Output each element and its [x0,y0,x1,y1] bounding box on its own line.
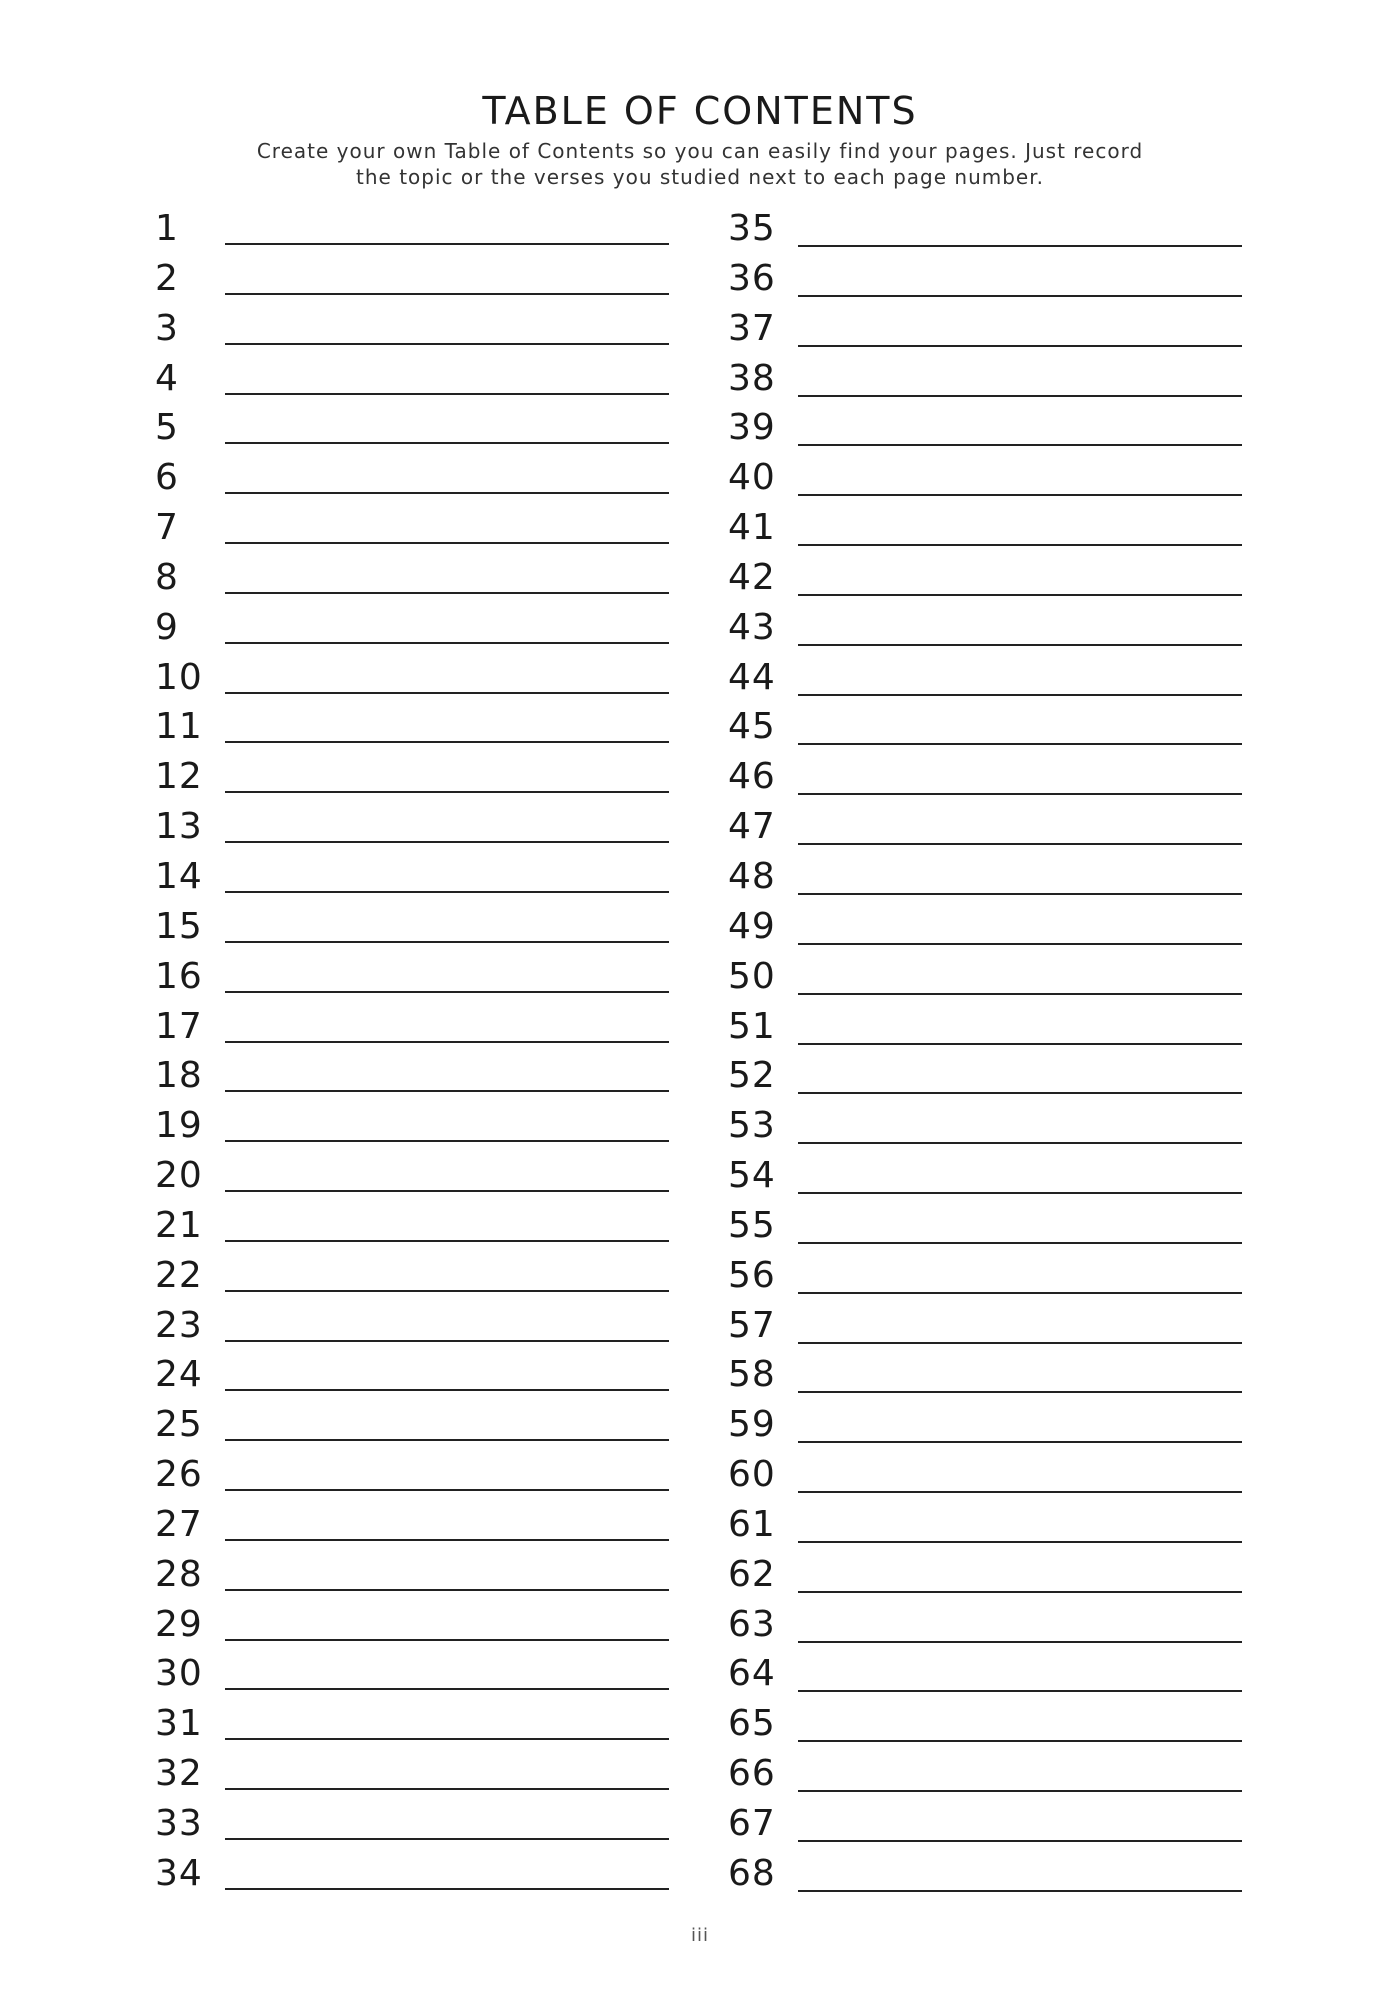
entry-page-number: 16 [155,955,203,997]
entry-write-line[interactable] [225,1439,669,1441]
entry-write-line[interactable] [225,791,669,793]
toc-entry [725,1304,1245,1354]
entry-write-line[interactable] [225,1190,669,1192]
toc-entry [155,556,675,606]
entry-write-line[interactable] [225,642,669,644]
toc-entry [155,207,675,257]
toc-entry [725,456,1245,506]
entry-write-line[interactable] [798,843,1242,845]
entry-write-line[interactable] [798,544,1242,546]
toc-entry [155,257,675,307]
entry-page-number: 3 [155,307,179,349]
entry-page-number: 24 [155,1354,203,1396]
toc-entry [725,1802,1245,1852]
entry-page-number: 30 [155,1653,203,1695]
toc-entry [725,307,1245,357]
toc-entry [155,1353,675,1403]
entry-write-line[interactable] [798,943,1242,945]
page-title: TABLE OF CONTENTS [482,89,918,133]
entry-write-line[interactable] [798,594,1242,596]
entry-write-line[interactable] [225,1489,669,1491]
left-column [155,207,675,1902]
entry-write-line[interactable] [798,1092,1242,1094]
toc-entry [155,456,675,506]
entry-page-number: 5 [155,407,179,449]
entry-write-line[interactable] [798,1491,1242,1493]
toc-entry [725,357,1245,407]
entry-page-number: 33 [155,1803,203,1844]
toc-entry [155,357,675,407]
instructions-line-2: the topic or the verses you studied next to each page number. [356,165,1044,189]
entry-write-line[interactable] [798,694,1242,696]
toc-entry [725,705,1245,755]
entry-page-number: 19 [155,1105,203,1147]
entry-write-line[interactable] [798,1690,1242,1692]
entry-write-line[interactable] [225,941,669,943]
entry-page-number: 4 [155,357,179,399]
entry-write-line[interactable] [225,1140,669,1142]
entry-page-number: 58 [728,1354,776,1396]
entry-page-number: 50 [728,955,776,997]
toc-entry [725,656,1245,706]
entry-write-line[interactable] [798,1840,1242,1842]
entry-write-line[interactable] [225,1888,669,1890]
toc-entry [725,207,1245,257]
toc-entry [155,1005,675,1055]
toc-entry [725,955,1245,1005]
toc-entry [155,307,675,357]
toc-entry [725,1104,1245,1154]
entry-page-number: 60 [728,1454,776,1496]
entry-page-number: 65 [728,1703,776,1745]
toc-entry [725,1054,1245,1104]
entry-page-number: 11 [155,706,203,748]
toc-entry [155,1154,675,1204]
entry-page-number: 59 [728,1404,776,1446]
toc-entry [155,955,675,1005]
entry-page-number: 34 [155,1852,203,1894]
entry-page-number: 27 [155,1503,203,1545]
entry-page-number: 68 [728,1852,776,1894]
entry-write-line[interactable] [225,1290,669,1292]
toc-entry [155,805,675,855]
entry-write-line[interactable] [798,644,1242,646]
entry-write-line[interactable] [225,991,669,993]
entry-page-number: 7 [155,507,179,549]
entry-page-number: 36 [728,257,776,299]
toc-entry [155,1603,675,1653]
entry-write-line[interactable] [798,893,1242,895]
entry-write-line[interactable] [798,1142,1242,1144]
entry-write-line[interactable] [798,1292,1242,1294]
toc-entry [155,1104,675,1154]
entry-write-line[interactable] [225,1090,669,1092]
entry-page-number: 51 [728,1005,776,1047]
toc-entry [725,1154,1245,1204]
toc-entry [725,1553,1245,1603]
entry-page-number: 31 [155,1703,203,1745]
toc-entry [725,855,1245,905]
toc-entry [725,1702,1245,1752]
entry-write-line[interactable] [225,1738,669,1740]
entry-write-line[interactable] [798,1591,1242,1593]
toc-entry [725,1403,1245,1453]
entry-write-line[interactable] [798,743,1242,745]
entry-write-line[interactable] [225,1041,669,1043]
entry-page-number: 45 [728,706,776,748]
toc-entry [725,406,1245,456]
entry-write-line[interactable] [798,793,1242,795]
entry-write-line[interactable] [225,1340,669,1342]
entry-page-number: 67 [728,1803,776,1844]
entry-page-number: 20 [155,1155,203,1197]
instructions-text [200,138,1200,190]
toc-entry [725,1852,1245,1902]
toc-entry [725,1453,1245,1503]
right-column [725,207,1245,1902]
entry-write-line[interactable] [225,492,669,494]
entry-page-number: 55 [728,1204,776,1246]
entry-page-number: 41 [728,507,776,549]
entry-page-number: 42 [728,556,776,598]
entry-write-line[interactable] [798,345,1242,347]
entry-write-line[interactable] [225,1539,669,1541]
entry-write-line[interactable] [225,442,669,444]
toc-entry [155,1553,675,1603]
toc-entry [155,905,675,955]
entry-write-line[interactable] [225,1389,669,1391]
entry-page-number: 57 [728,1304,776,1346]
entry-write-line[interactable] [798,295,1242,297]
entry-write-line[interactable] [798,444,1242,446]
toc-entry [725,1603,1245,1653]
toc-entry [725,905,1245,955]
entry-write-line[interactable] [225,1589,669,1591]
entry-page-number: 40 [728,457,776,499]
entry-page-number: 63 [728,1603,776,1645]
entry-page-number: 43 [728,606,776,648]
entry-page-number: 1 [155,208,179,249]
entry-page-number: 37 [728,307,776,349]
entry-write-line[interactable] [225,891,669,893]
toc-entry [725,1353,1245,1403]
toc-entry [155,606,675,656]
entry-write-line[interactable] [225,1688,669,1690]
toc-entry [155,1304,675,1354]
toc-entry [155,1403,675,1453]
toc-entry [725,1752,1245,1802]
entry-write-line[interactable] [798,1790,1242,1792]
toc-entry [155,705,675,755]
entry-page-number: 2 [155,257,179,299]
entry-write-line[interactable] [225,592,669,594]
entry-write-line[interactable] [798,1391,1242,1393]
entry-write-line[interactable] [798,1342,1242,1344]
toc-entry [725,1254,1245,1304]
entry-write-line[interactable] [225,243,669,245]
entry-page-number: 14 [155,855,203,897]
entry-page-number: 62 [728,1553,776,1595]
toc-entry [725,257,1245,307]
entry-page-number: 17 [155,1005,203,1047]
toc-entry [155,1702,675,1752]
entry-page-number: 9 [155,606,179,648]
toc-entry [725,805,1245,855]
toc-entry [155,1752,675,1802]
entry-page-number: 64 [728,1653,776,1695]
instructions-line-1: Create your own Table of Contents so you can easily find your pages. Just record [256,139,1144,163]
entry-page-number: 46 [728,756,776,798]
entry-page-number: 66 [728,1753,776,1795]
entry-write-line[interactable] [798,1043,1242,1045]
entry-write-line[interactable] [225,741,669,743]
toc-entry [155,1652,675,1702]
entry-write-line[interactable] [798,1890,1242,1892]
entry-page-number: 29 [155,1603,203,1645]
entry-page-number: 32 [155,1753,203,1795]
entry-page-number: 21 [155,1204,203,1246]
toc-entry [725,556,1245,606]
toc-entry [725,755,1245,805]
entry-page-number: 15 [155,905,203,947]
entry-page-number: 6 [155,457,179,499]
entry-write-line[interactable] [798,1641,1242,1643]
toc-entry [155,755,675,805]
entry-write-line[interactable] [798,395,1242,397]
toc-entry [725,1652,1245,1702]
entry-write-line[interactable] [798,1242,1242,1244]
entry-write-line[interactable] [225,1639,669,1641]
entry-page-number: 61 [728,1503,776,1545]
entry-page-number: 22 [155,1254,203,1296]
entry-page-number: 38 [728,357,776,399]
toc-entry [155,855,675,905]
toc-entry [155,1503,675,1553]
entry-write-line[interactable] [225,692,669,694]
toc-entry [155,1852,675,1902]
footer-page-number: iii [690,1925,709,1946]
toc-entry [155,506,675,556]
toc-entry [155,656,675,706]
entry-write-line[interactable] [798,1192,1242,1194]
entry-write-line[interactable] [225,1240,669,1242]
entry-write-line[interactable] [798,1541,1242,1543]
toc-entry [155,1204,675,1254]
entry-write-line[interactable] [798,993,1242,995]
toc-entry [725,606,1245,656]
entry-write-line[interactable] [225,841,669,843]
toc-entry [155,1054,675,1104]
entry-write-line[interactable] [798,1740,1242,1742]
entry-page-number: 52 [728,1055,776,1097]
entry-write-line[interactable] [225,542,669,544]
entry-page-number: 8 [155,556,179,598]
entry-page-number: 44 [728,656,776,698]
toc-entry [725,1005,1245,1055]
entry-page-number: 12 [155,756,203,798]
toc-entry [155,1453,675,1503]
entry-write-line[interactable] [798,1441,1242,1443]
entry-page-number: 35 [728,208,776,249]
entry-page-number: 54 [728,1155,776,1197]
toc-entry [155,1802,675,1852]
entry-write-line[interactable] [225,293,669,295]
entry-page-number: 39 [728,407,776,449]
toc-entry [155,1254,675,1304]
toc-entry [725,1204,1245,1254]
entry-write-line[interactable] [225,1788,669,1790]
entry-page-number: 56 [728,1254,776,1296]
toc-entry [155,406,675,456]
entry-page-number: 26 [155,1454,203,1496]
entry-write-line[interactable] [798,245,1242,247]
entry-page-number: 47 [728,806,776,848]
toc-entry [725,506,1245,556]
entry-page-number: 18 [155,1055,203,1097]
entry-write-line[interactable] [798,494,1242,496]
entry-write-line[interactable] [225,1838,669,1840]
entry-page-number: 49 [728,905,776,947]
toc-entry [725,1503,1245,1553]
entry-page-number: 13 [155,806,203,848]
entry-write-line[interactable] [225,343,669,345]
entry-page-number: 10 [155,656,203,698]
entry-page-number: 48 [728,855,776,897]
entry-page-number: 23 [155,1304,203,1346]
entry-write-line[interactable] [225,393,669,395]
entry-page-number: 53 [728,1105,776,1147]
entry-page-number: 25 [155,1404,203,1446]
entry-page-number: 28 [155,1553,203,1595]
